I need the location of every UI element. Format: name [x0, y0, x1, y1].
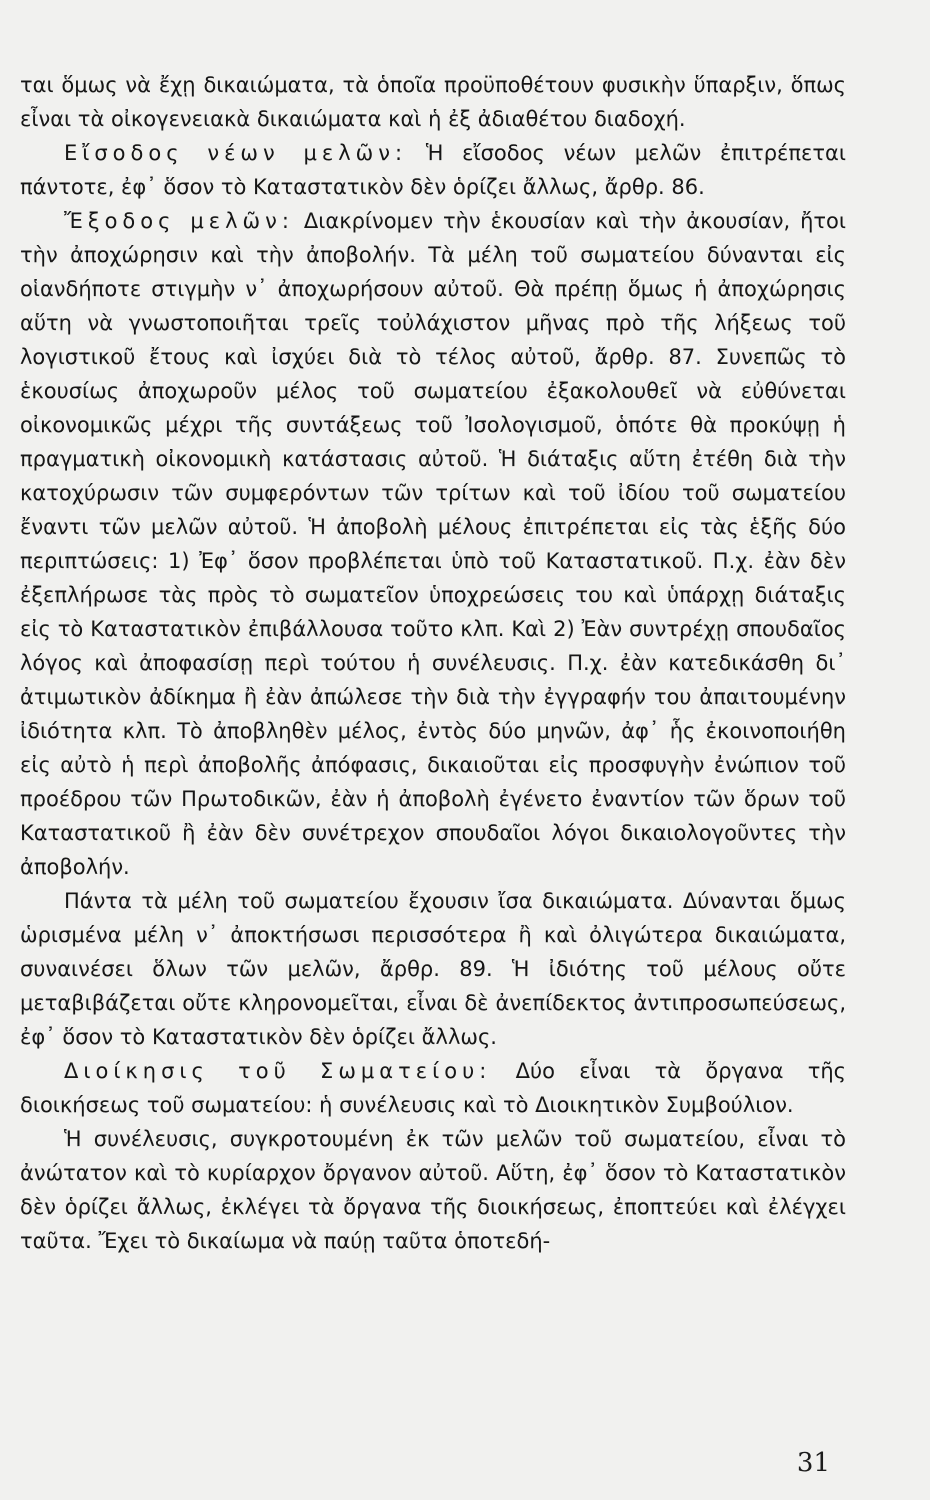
paragraph-2-text: Ἡ εἴσοδος νέων μελῶν ἐπιτρέπεται πάντοτε, ἐφ᾽ ὅσον τὸ Καταστατικὸν δὲν ὁρίζει ἄλλως, ἄρθρ. 86.: [20, 141, 846, 199]
section-heading-exit-members: Ἔξοδος μελῶν:: [64, 209, 294, 233]
paragraph-3: [20, 204, 846, 884]
section-heading-administration: Διοίκησις τοῦ Σωματείου:: [64, 1059, 492, 1083]
paragraph-3-text: Διακρίνομεν τὴν ἑκουσίαν καὶ τὴν ἀκουσίαν, ἤτοι τὴν ἀποχώρησιν καὶ τὴν ἀποβολήν. Τὰ μέλη τοῦ σωματείου δύνανται εἰς οἱανδήποτε στιγμὴν ν᾽ ἀποχωρήσουν αὐτοῦ. Θὰ πρέπῃ ὅμως ἡ ἀποχώρησις αὕτη νὰ γνωστοποιῆται τρεῖς τοὐλάχιστον μῆνας πρὸ τῆς λήξεως τοῦ λογιστικοῦ ἔτους καὶ ἰσχύει διὰ τὸ τέλος αὐτοῦ, ἄρθρ. 87. Συνεπῶς τὸ ἑκουσίως ἀποχωροῦν μέλος τοῦ σωματείου ἐξακολουθεῖ νὰ εὐθύνεται οἰκονομικῶς μέχρι τῆς συντάξεως τοῦ Ἰσολογισμοῦ, ὁπότε θὰ προκύψῃ ἡ πραγματικὴ οἰκονομικὴ κατάστασις αὐτοῦ. Ἡ διάταξις αὕτη ἐτέθη διὰ τὴν κατοχύρωσιν τῶν συμφερόντων τῶν τρίτων καὶ τοῦ ἰδίου τοῦ σωματείου ἔναντι τῶν μελῶν αὐτοῦ. Ἡ ἀποβολὴ μέλους ἐπιτρέπεται εἰς τὰς ἑξῆς δύο περιπτώσεις: 1) Ἐφ᾽ ὅσον προβλέπεται ὑπὸ τοῦ Καταστατικοῦ. Π.χ. ἐὰν δὲν ἐξεπλήρωσε τὰς πρὸς τὸ σωματεῖον ὑποχρεώσεις του καὶ ὑπάρχῃ διάταξις εἰς τὸ Καταστατικὸν ἐπιβάλλουσα τοῦτο κλπ. Καὶ 2) Ἐὰν συντρέχῃ σπουδαῖος λόγος καὶ ἀποφασίσῃ περὶ τούτου ἡ συνέλευσις. Π.χ. ἐὰν κατεδικάσθη δι᾽ ἀτιμωτικὸν ἀδίκημα ἢ ἐὰν ἀπώλεσε τὴν διὰ τὴν ἐγγραφήν του ἀπαιτουμένην ἰδιότητα κλπ. Τὸ ἀποβληθὲν μέλος, ἐντὸς δύο μηνῶν, ἀφ᾽ ἧς ἐκοινοποιήθη εἰς αὐτὸ ἡ περὶ ἀποβολῆς ἀπόφασις, δικαιοῦται εἰς προσφυγὴν ἐνώπιον τοῦ προέδρου τῶν Πρωτοδικῶν, ἐὰν ἡ ἀποβολὴ ἐγένετο ἐναντίον τῶν ὅρων τοῦ Καταστατικοῦ ἢ ἐὰν δὲν συνέτρεχον σπουδαῖοι λόγοι δικαιολογοῦντες τὴν ἀποβολήν.: [20, 209, 846, 879]
paragraph-4-text: Πάντα τὰ μέλη τοῦ σωματείου ἔχουσιν ἴσα δικαιώματα. Δύνανται ὅμως ὡρισμένα μέλη ν᾽ ἀποκτήσωσι περισσότερα ἢ καὶ ὀλιγώτερα δικαιώματα, συναινέσει ὅλων τῶν μελῶν, ἄρθρ. 89. Ἡ ἰδιότης τοῦ μέλους οὔτε μεταβιβάζεται οὔτε κληρονομεῖται, εἶναι δὲ ἀνεπίδεκτος ἀντιπροσωπεύσεως, ἐφ᾽ ὅσον τὸ Καταστατικὸν δὲν ὁρίζει ἄλλως.: [20, 889, 846, 1049]
paragraph-4: [20, 884, 846, 1054]
paragraph-6: [20, 1122, 846, 1258]
paragraph-2: [20, 136, 846, 204]
body-text: [20, 68, 846, 1258]
page-number: 31: [796, 1448, 830, 1478]
paragraph-6-text: Ἡ συνέλευσις, συγκροτουμένη ἐκ τῶν μελῶν τοῦ σωματείου, εἶναι τὸ ἀνώτατον καὶ τὸ κυρίαρχον ὄργανον αὐτοῦ. Αὕτη, ἐφ᾽ ὅσον τὸ Καταστατικὸν δὲν ὁρίζει ἄλλως, ἐκλέγει τὰ ὄργανα τῆς διοικήσεως, ἐποπτεύει καὶ ἐλέγχει ταῦτα. Ἔχει τὸ δικαίωμα νὰ παύῃ ταῦτα ὁποτεδή-: [20, 1127, 846, 1253]
paragraph-1: [20, 68, 846, 136]
paragraph-5-text: Δύο εἶναι τὰ ὄργανα τῆς διοικήσεως τοῦ σωματείου: ἡ συνέλευσις καὶ τὸ Διοικητικὸν Συμβούλιον.: [20, 1059, 846, 1117]
paragraph-5: [20, 1054, 846, 1122]
section-heading-new-members: Εἴσοδος νέων μελῶν:: [64, 141, 408, 165]
paragraph-1-text: ται ὅμως νὰ ἔχῃ δικαιώματα, τὰ ὁποῖα προϋποθέτουν φυσικὴν ὕπαρξιν, ὅπως εἶναι τὰ οἰκογενειακὰ δικαιώματα καὶ ἡ ἐξ ἀδιαθέτου διαδοχή.: [20, 73, 846, 131]
